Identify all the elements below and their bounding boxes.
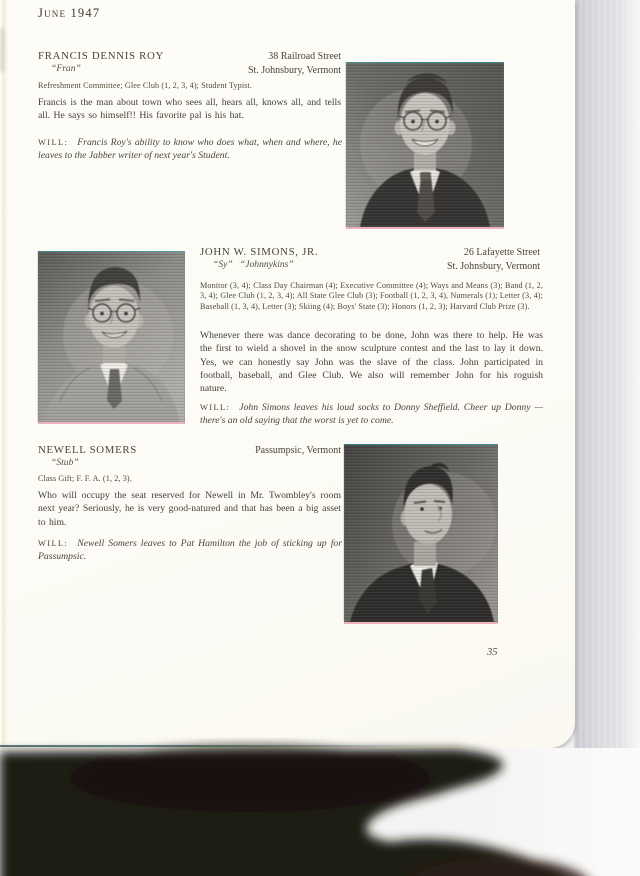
page-gutter-edge	[2, 0, 7, 748]
portrait-photo-newell-somers	[344, 444, 498, 622]
student-bio: Francis is the man about town who sees all, hears all, knows all, and tells all. He says so himself!! His favorite pal is his hat.	[38, 97, 341, 122]
scan-smudge	[0, 28, 4, 72]
will-label: WILL:	[38, 539, 69, 548]
will-text: Francis Roy's ability to know who does what, when and where, he leaves to the Jabber writer of next year's Student.	[38, 137, 342, 162]
student-name: JOHN W. SIMONS, JR.	[200, 246, 319, 258]
address-line-1: 26 Lafayette Street	[463, 247, 540, 258]
student-address	[255, 444, 341, 458]
student-will	[38, 136, 342, 163]
will-label: WILL:	[38, 138, 69, 147]
portrait-illustration-francis	[346, 62, 504, 227]
student-name: NEWELL SOMERS	[38, 444, 137, 456]
student-activities: Monitor (3, 4); Class Day Chairman (4); Executive Committee (4); Ways and Means (3); Band (1, 2, 3, 4); Glee Club (1, 2, 3, 4); All State Glee Club (3); Football (1, 2, 3, 4), Numerals (1); Letter (3, 4); Baseball (1, 3, 4), Letter (3); Skiing (4); Boys' State (3); Honors (1, 2, 3); Harvard Club Prize (3).	[200, 281, 543, 311]
address-line-2: St. Johnsbury, Vermont	[247, 64, 341, 76]
student-activities: Refreshment Committee; Glee Club (1, 2, 3, 4); Student Typist.	[38, 81, 253, 90]
student-bio: Who will occupy the seat reserved for Newell in Mr. Twombley's room next year? Seriously, he is very good-natured and that has been a big asset to him.	[38, 490, 341, 528]
page-header-date: June 1947	[38, 6, 101, 20]
address-line-1: 38 Railroad Street	[268, 51, 341, 62]
will-label: WILL:	[200, 403, 231, 412]
entry-name-row	[38, 444, 341, 468]
student-name: FRANCIS DENNIS ROY	[38, 50, 164, 62]
address-line-2: St. Johnsbury, Vermont	[446, 260, 540, 272]
student-address	[447, 246, 540, 273]
student-nickname: “Fran”	[51, 63, 81, 74]
will-text: Newell Somers leaves to Pat Hamilton the job of sticking up for Passumpsic.	[38, 538, 342, 563]
entry-name-row	[200, 246, 540, 273]
will-text: John Simons leaves his loud socks to Donny Sheffield. Cheer up Donny — there's an old saying that the worst is yet to come.	[200, 402, 543, 427]
student-activities: Class Gift; F. F. A. (1, 2, 3).	[38, 474, 132, 483]
portrait-photo-francis-roy	[346, 62, 504, 227]
portrait-illustration-john	[38, 251, 185, 422]
name-block	[200, 246, 318, 270]
student-nickname: “Sy” “Johnnykins”	[213, 259, 294, 270]
scanner-shadow	[0, 738, 640, 876]
name-block	[38, 50, 164, 74]
portrait-illustration-newell	[344, 444, 498, 622]
entry-name-row	[38, 50, 341, 77]
page-number: 35	[487, 647, 498, 658]
student-will	[200, 401, 543, 428]
name-block	[38, 444, 137, 468]
student-will	[38, 537, 342, 564]
student-bio: Whenever there was dance decorating to be done, John was there to help. He was the first to wield a shovel in the snow sculpture contest and the last to lay it down. Yes, we can honestly say John was the slave of the class. John participated in football, baseball, and Glee Club. We also will remember John for his roguish nature.	[200, 330, 543, 395]
address-line-1: Passumpsic, Vermont	[255, 445, 341, 456]
student-address	[248, 50, 341, 77]
student-nickname: “Stub”	[51, 457, 79, 468]
portrait-photo-john-simons	[38, 251, 185, 422]
